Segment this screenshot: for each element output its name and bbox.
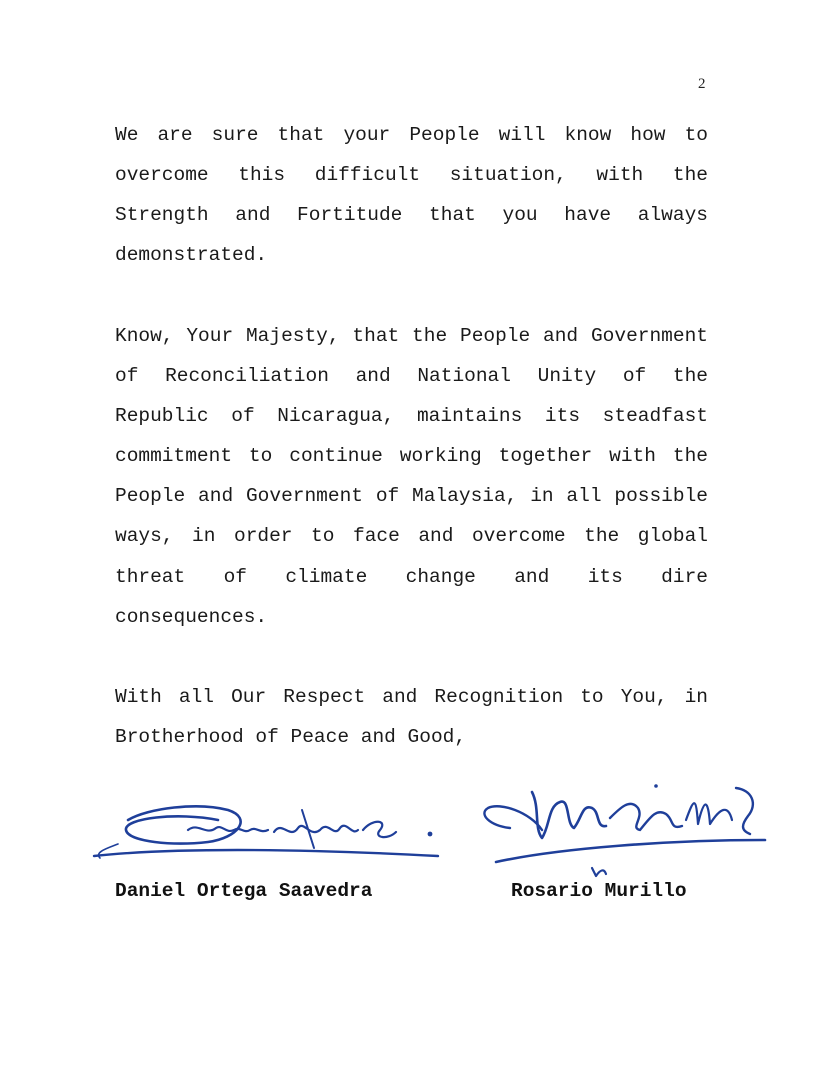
signature-daniel-ortega: [88, 790, 443, 870]
paragraph-2: Know, Your Majesty, that the People and Government of Reconciliation and National Unity of the Republic of Nicaragua, maintains its steadfast commitment to continue working together with the People and Government of Malaysia, in all possible ways, in order to face and overcome the global threat of climate change and its dire consequences.: [115, 325, 708, 628]
paragraph-1: We are sure that your People will know how to overcome this difficult situation, with the Strength and Fortitude that you have always demonstrated.: [115, 124, 708, 267]
paragraph-3: With all Our Respect and Recognition to You, in Brotherhood of Peace and Good,: [115, 686, 708, 749]
signer-name-left: Daniel Ortega Saavedra: [115, 880, 373, 902]
page-number: 2: [698, 76, 706, 92]
signer-name-right: Rosario Murillo: [511, 880, 687, 902]
signature-rosario-murillo: [470, 768, 770, 880]
